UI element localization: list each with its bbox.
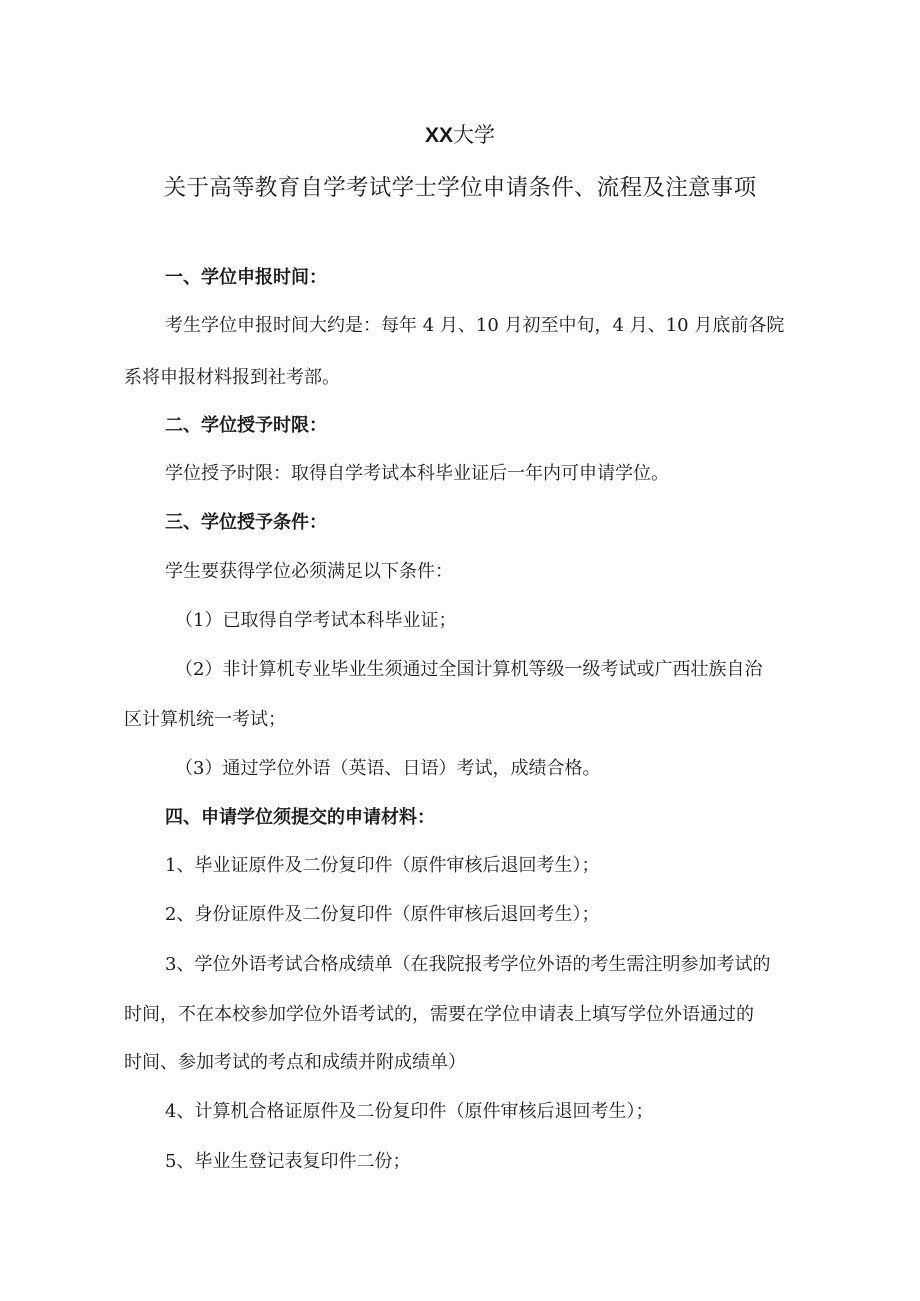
section-heading-4: 四、申请学位须提交的申请材料：	[165, 807, 435, 828]
paragraph-line: 学生要获得学位必须满足以下条件：	[165, 561, 453, 582]
section-heading-3: 三、学位授予条件：	[165, 512, 327, 533]
paragraph-line: 学位授予时限：取得自学考试本科毕业证后一年内可申请学位。	[165, 463, 669, 484]
paragraph-line: 考生学位申报时间大约是：每年 4 月、10 月初至中旬，4 月、10 月底前各院	[165, 315, 785, 336]
list-item: （2）非计算机专业毕业生须通过全国计算机等级一级考试或广西壮族自治	[175, 659, 763, 680]
school-name	[0, 120, 920, 151]
document-title: 关于高等教育自学考试学士学位申请条件、流程及注意事项	[163, 175, 757, 201]
list-item: （3）通过学位外语（英语、日语）考试，成绩合格。	[175, 758, 601, 779]
paragraph-line: 系将申报材料报到社考部。	[124, 367, 340, 388]
list-item: 3、学位外语考试合格成绩单（在我院报考学位外语的考生需注明参加考试的	[165, 954, 771, 975]
list-item: （1）已取得自学考试本科毕业证；	[175, 610, 457, 631]
list-item-continuation: 时间，不在本校参加学位外语考试的，需要在学位申请表上填写学位外语通过的	[124, 1004, 754, 1025]
school-name-prefix: XX	[424, 124, 453, 147]
list-item-continuation: 时间、参加考试的考点和成绩并附成绩单）	[124, 1052, 466, 1073]
school-name-suffix: 大学	[453, 123, 495, 147]
section-heading-2: 二、学位授予时限：	[165, 415, 327, 436]
list-item: 1、毕业证原件及二份复印件（原件审核后退回考生）；	[165, 855, 600, 876]
section-heading-1: 一、学位申报时间：	[165, 267, 327, 288]
list-item-continuation: 区计算机统一考试；	[124, 709, 286, 730]
list-item: 5、毕业生登记表复印件二份；	[165, 1151, 411, 1172]
list-item: 4、计算机合格证原件及二份复印件（原件审核后退回考生）；	[165, 1101, 654, 1122]
list-item: 2、身份证原件及二份复印件（原件审核后退回考生）；	[165, 904, 600, 925]
